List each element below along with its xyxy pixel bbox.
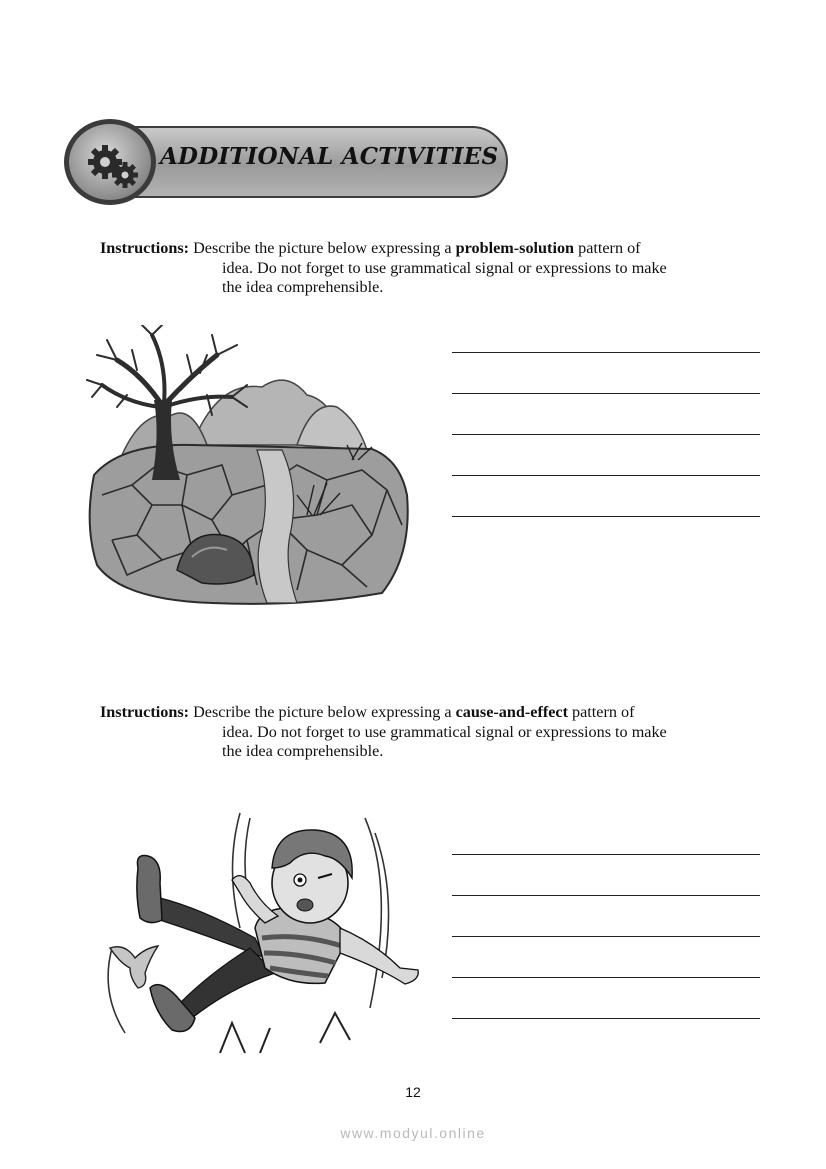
answer-line[interactable] bbox=[452, 895, 760, 896]
answer-line[interactable] bbox=[452, 352, 760, 353]
instructions-line2: idea. Do not forget to use grammatical signal or expressions to make bbox=[222, 722, 667, 741]
pattern-keyword: problem-solution bbox=[455, 239, 575, 257]
answer-line[interactable] bbox=[452, 854, 760, 855]
activity1-answer-lines bbox=[452, 352, 760, 557]
answer-line[interactable] bbox=[452, 393, 760, 394]
drought-illustration bbox=[82, 325, 414, 610]
banner-icon-circle bbox=[64, 119, 156, 205]
activity2-answer-lines bbox=[452, 854, 760, 1059]
answer-line[interactable] bbox=[452, 977, 760, 978]
instructions-line2: idea. Do not forget to use grammatical signal or expressions to make bbox=[222, 258, 667, 277]
slipping-boy-illustration bbox=[100, 808, 440, 1058]
activity1-instructions bbox=[100, 239, 790, 298]
instructions-text: Describe the picture below expressing a bbox=[189, 239, 456, 257]
activity2-instructions bbox=[100, 703, 790, 762]
instructions-text: pattern of bbox=[574, 239, 641, 257]
instructions-line3: the idea comprehensible. bbox=[222, 742, 384, 760]
instructions-text: Describe the picture below expressing a bbox=[189, 703, 456, 721]
answer-line[interactable] bbox=[452, 516, 760, 517]
pattern-keyword: cause-and-effect bbox=[455, 703, 568, 721]
gears-icon bbox=[85, 142, 145, 192]
answer-line[interactable] bbox=[452, 936, 760, 937]
section-title: ADDITIONAL ACTIVITIES bbox=[160, 143, 499, 170]
answer-line[interactable] bbox=[452, 434, 760, 435]
instructions-line3: the idea comprehensible. bbox=[222, 278, 384, 296]
instructions-text: pattern of bbox=[567, 703, 635, 721]
section-banner bbox=[64, 119, 512, 205]
page-number: 12 bbox=[405, 1084, 421, 1100]
watermark: www.modyul.online bbox=[340, 1125, 486, 1141]
answer-line[interactable] bbox=[452, 1018, 760, 1019]
answer-line[interactable] bbox=[452, 475, 760, 476]
instructions-label: Instructions: bbox=[100, 239, 190, 257]
instructions-label: Instructions: bbox=[100, 703, 190, 721]
